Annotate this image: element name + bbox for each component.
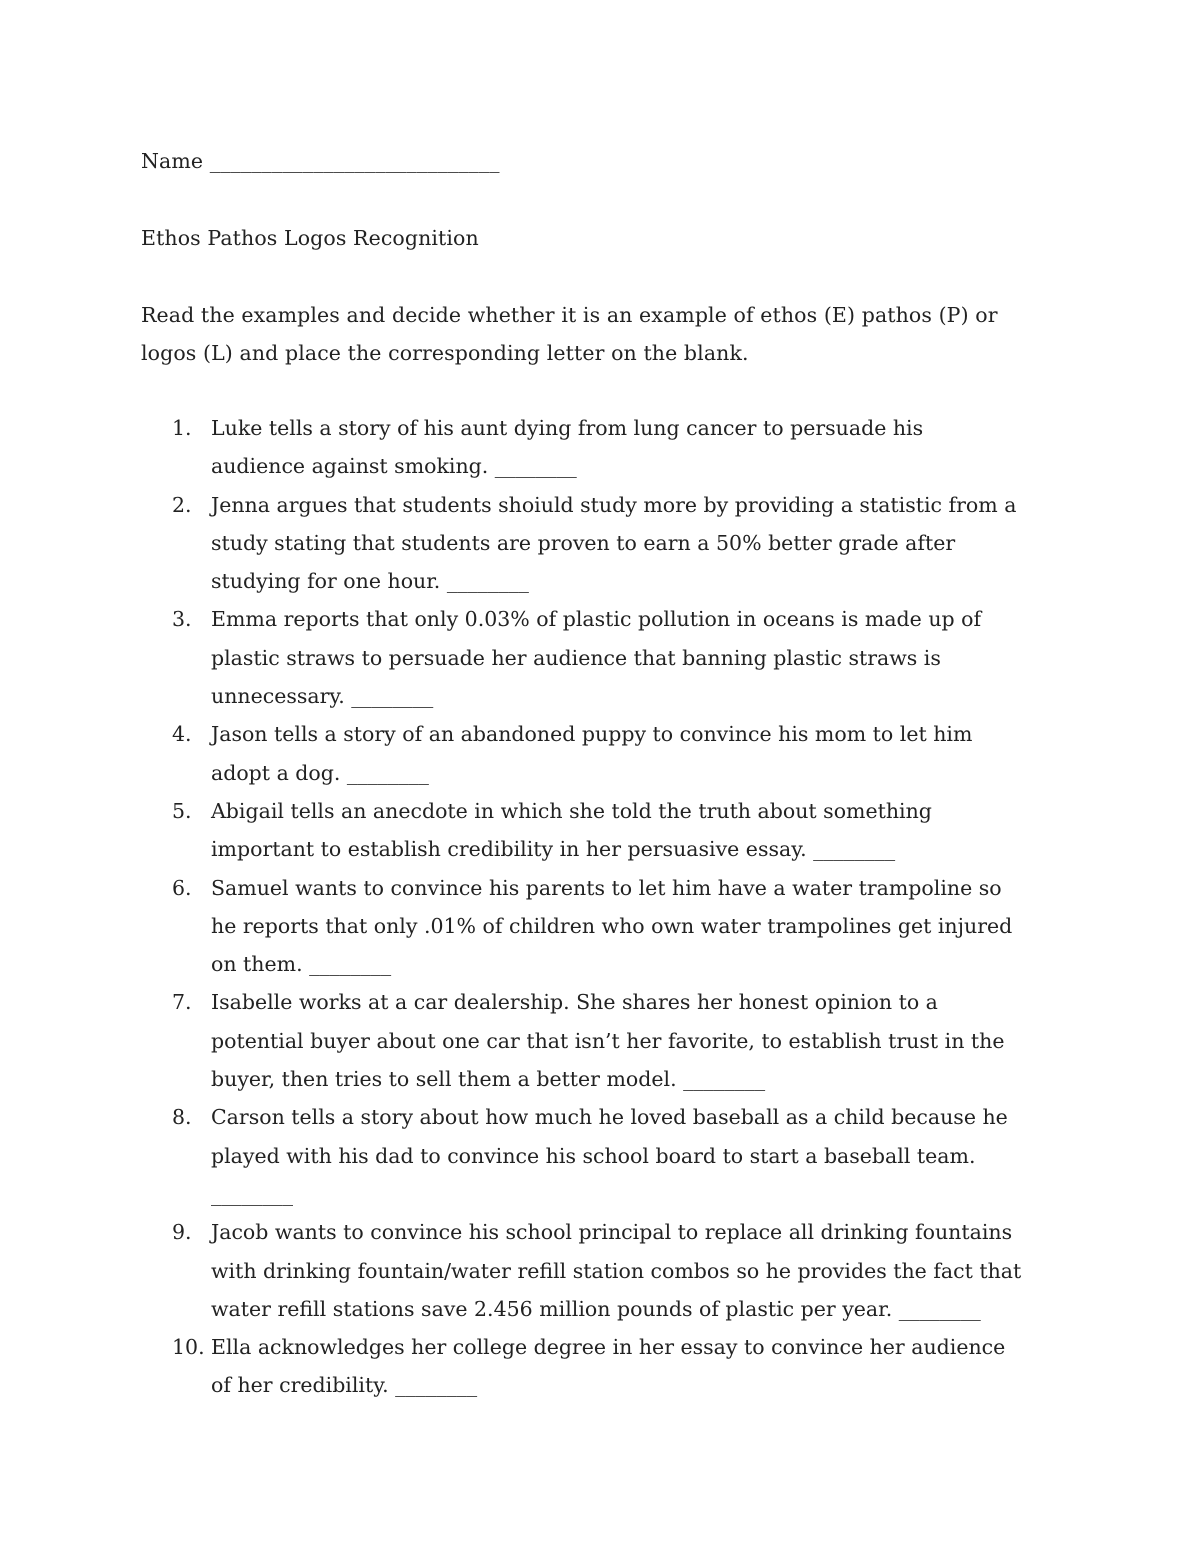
question-text-line: ________ — [211, 1181, 293, 1206]
worksheet-title: Ethos Pathos Logos Recognition — [141, 226, 479, 250]
question-text-line: Samuel wants to convince his parents to let him have a water trampoline so — [211, 875, 1002, 900]
question-text-line: Emma reports that only 0.03% of plastic pollution in oceans is made up of — [211, 607, 982, 632]
question-text — [211, 792, 1071, 869]
question-text-line: Abigail tells an anecdote in which she told the truth about something — [211, 798, 932, 823]
question-text-line: Jenna argues that students shoiuld study more by providing a statistic from a — [211, 492, 1017, 517]
question-text-line: water refill stations save 2.456 million pounds of plastic per year. ________ — [211, 1296, 981, 1321]
question-item — [0, 600, 1071, 715]
question-text — [211, 869, 1071, 984]
question-text-line: adopt a dog. ________ — [211, 760, 429, 785]
question-text-line: study stating that students are proven to earn a 50% better grade after — [211, 530, 956, 555]
question-text-line: with drinking fountain/water refill station combos so he provides the fact that — [211, 1258, 1022, 1283]
question-list — [0, 409, 1071, 1405]
question-item — [0, 715, 1071, 792]
question-text — [211, 1098, 1071, 1213]
question-number: 5. — [172, 798, 192, 823]
question-text — [211, 983, 1071, 1098]
question-text-line: audience against smoking. ________ — [211, 454, 577, 479]
question-text — [211, 1328, 1071, 1405]
question-text — [211, 1213, 1071, 1328]
question-number: 7. — [172, 990, 192, 1015]
question-item — [0, 983, 1071, 1098]
instructions-line: Read the examples and decide whether it is an example of ethos (E) pathos (P) or — [141, 303, 998, 327]
question-item — [0, 409, 1071, 486]
question-text-line: on them. ________ — [211, 952, 392, 977]
question-text-line: plastic straws to persuade her audience that banning plastic straws is — [211, 645, 941, 670]
question-text-line: of her credibility. ________ — [211, 1373, 478, 1398]
question-text-line: Ella acknowledges her college degree in her essay to convince her audience — [211, 1335, 1006, 1360]
question-item — [0, 1098, 1071, 1213]
question-text-line: played with his dad to convince his school board to start a baseball team. — [211, 1143, 976, 1168]
question-text-line: potential buyer about one car that isn’t her favorite, to establish trust in the — [211, 1028, 1005, 1053]
question-item — [0, 486, 1071, 601]
question-number: 2. — [172, 492, 192, 517]
question-text-line: Jacob wants to convince his school principal to replace all drinking fountains — [211, 1220, 1013, 1245]
question-text — [211, 715, 1071, 792]
question-number: 8. — [172, 1105, 192, 1130]
question-text — [211, 409, 1071, 486]
question-item — [0, 1328, 1071, 1405]
question-text — [211, 486, 1071, 601]
question-text-line: Jason tells a story of an abandoned puppy to convince his mom to let him — [211, 722, 973, 747]
question-text-line: Carson tells a story about how much he loved baseball as a child because he — [211, 1105, 1008, 1130]
question-number: 10. — [172, 1335, 205, 1360]
question-item — [0, 1213, 1071, 1328]
question-number: 1. — [172, 416, 192, 440]
question-text-line: unnecessary. ________ — [211, 684, 434, 709]
question-item — [0, 792, 1071, 869]
question-text-line: Luke tells a story of his aunt dying from lung cancer to persuade his — [211, 416, 924, 440]
question-text-line: important to establish credibility in her persuasive essay. ________ — [211, 837, 896, 862]
name-field-label: Name ____________________________ — [141, 149, 500, 173]
question-text-line: studying for one hour. ________ — [211, 569, 529, 594]
question-number: 6. — [172, 875, 192, 900]
question-text-line: buyer, then tries to sell them a better model. ________ — [211, 1067, 766, 1092]
question-text-line: he reports that only .01% of children who own water trampolines get injured — [211, 913, 1013, 938]
question-text-line: Isabelle works at a car dealership. She shares her honest opinion to a — [211, 990, 938, 1015]
question-number: 4. — [172, 722, 192, 747]
question-text — [211, 600, 1071, 715]
instructions-line: logos (L) and place the corresponding letter on the blank. — [141, 341, 749, 365]
question-item — [0, 869, 1071, 984]
question-number: 3. — [172, 607, 192, 632]
question-number: 9. — [172, 1220, 192, 1245]
